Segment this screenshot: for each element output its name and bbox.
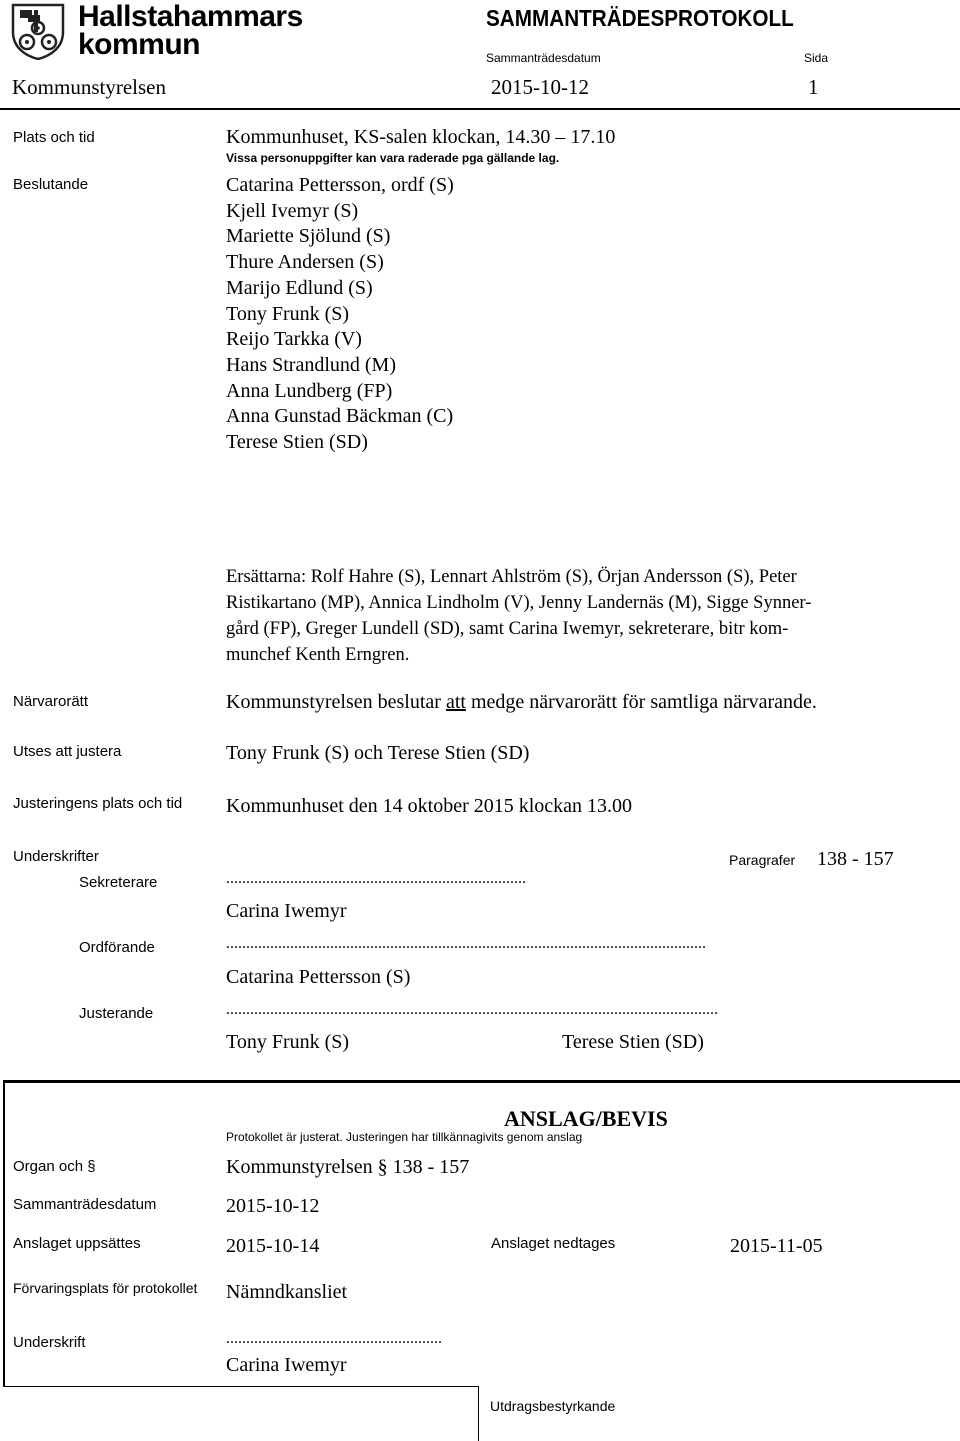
notice-bottom-border <box>3 1386 479 1387</box>
notice-date-value: 2015-10-12 <box>226 1195 320 1217</box>
organ-value: Kommunstyrelsen § 138 - 157 <box>226 1156 470 1178</box>
member-item: Anna Gunstad Bäckman (C) <box>226 405 454 428</box>
document-title: SAMMANTRÄDESPROTOKOLL <box>486 5 794 31</box>
adjuster-signature-line: ........................................................................................................................... <box>226 1001 718 1018</box>
member-item: Reijo Tarkka (V) <box>226 328 362 351</box>
decision-makers-label: Beslutande <box>13 176 89 193</box>
adjuster-label: Utses att justera <box>13 743 122 760</box>
member-item: Catarina Pettersson, ordf (S) <box>226 174 454 196</box>
member-item: Tony Frunk (S) <box>226 302 350 325</box>
removed-label: Anslaget nedtages <box>491 1235 616 1252</box>
adjuster-value: Tony Frunk (S) och Terese Stien (SD) <box>226 742 530 764</box>
paragraphs-label: Paragrafer <box>729 852 796 868</box>
adjuster-name-1: Tony Frunk (S) <box>226 1031 350 1053</box>
header-page-number: 1 <box>808 75 819 99</box>
signature-label: Underskrift <box>13 1334 86 1351</box>
posted-value: 2015-10-14 <box>226 1235 320 1257</box>
header-body: Kommunstyrelsen <box>12 75 166 99</box>
logo-text-line1: Hallstahammars <box>78 0 303 33</box>
substitutes-line: Ersättarna: Rolf Hahre (S), Lennart Ahlström (S), Örjan Andersson (S), Peter <box>226 567 797 587</box>
certifier-box-border <box>478 1386 479 1441</box>
member-item: Thure Andersen (S) <box>226 251 384 274</box>
posted-label: Anslaget uppsättes <box>13 1235 141 1252</box>
notice-date-label: Sammanträdesdatum <box>13 1196 157 1213</box>
adjuster-name-2: Terese Stien (SD) <box>562 1031 704 1053</box>
coat-of-arms-icon <box>10 2 66 60</box>
notice-signature-line: ...................................................... <box>226 1330 442 1347</box>
chair-label: Ordförande <box>79 939 155 956</box>
substitutes-line: Ristikartano (MP), Annica Lindholm (V), Jenny Landernäs (M), Sigge Synner- <box>226 593 812 613</box>
notice-subtitle: Protokollet är justerat. Justeringen har tillkännagivits genom anslag <box>226 1130 583 1144</box>
notice-title: ANSLAG/BEVIS <box>504 1106 668 1131</box>
header-date: 2015-10-12 <box>491 75 589 99</box>
member-item: Hans Strandlund (M) <box>226 353 396 376</box>
removed-value: 2015-11-05 <box>730 1235 823 1257</box>
signing-adjuster-label: Justerande <box>79 1005 154 1022</box>
secretary-name: Carina Iwemyr <box>226 900 347 922</box>
member-item: Mariette Sjölund (S) <box>226 225 391 248</box>
storage-value: Nämndkansliet <box>226 1281 348 1303</box>
certifier-label: Utdragsbestyrkande <box>490 1398 616 1414</box>
substitutes-paragraph <box>226 564 811 668</box>
member-item: Marijo Edlund (S) <box>226 276 373 299</box>
chair-signature-line: ........................................................................................................................ <box>226 935 706 952</box>
organ-label: Organ och § <box>13 1158 96 1175</box>
storage-label: Förvaringsplats för protokollet <box>13 1280 198 1296</box>
member-item: Terese Stien (SD) <box>226 431 368 454</box>
member-item: Anna Lundberg (FP) <box>226 379 393 402</box>
presence-right-label: Närvarorätt <box>13 693 89 710</box>
secretary-label: Sekreterare <box>79 874 158 891</box>
notice-top-border <box>3 1080 960 1083</box>
header-date-label: Sammanträdesdatum <box>486 51 601 65</box>
privacy-note: Vissa personuppgifter kan vara raderade pga gällande lag. <box>226 151 560 165</box>
substitutes-line: munchef Kenth Erngren. <box>226 645 410 665</box>
place-label: Plats och tid <box>13 129 95 146</box>
signatures-label: Underskrifter <box>13 848 99 865</box>
notice-signature-name: Carina Iwemyr <box>226 1354 347 1376</box>
header-divider <box>0 108 960 110</box>
adjustment-place-value: Kommunhuset den 14 oktober 2015 klockan 13.00 <box>226 795 633 817</box>
place-value: Kommunhuset, KS-salen klockan, 14.30 – 17.10 <box>226 126 616 148</box>
adjustment-place-label: Justeringens plats och tid <box>13 795 183 812</box>
header-page-label: Sida <box>804 51 829 65</box>
logo-text-line2: kommun <box>78 28 201 61</box>
chair-name: Catarina Pettersson (S) <box>226 966 411 988</box>
municipality-logo <box>10 0 303 62</box>
notice-left-border <box>3 1080 5 1387</box>
presence-right-value: Kommunstyrelsen beslutar att medge närvarorätt för samtliga närvarande. <box>226 691 817 713</box>
substitutes-line: gård (FP), Greger Lundell (SD), samt Carina Iwemyr, sekreterare, bitr kom- <box>226 619 789 639</box>
secretary-signature-line: ........................................................................... <box>226 870 526 887</box>
member-item: Kjell Ivemyr (S) <box>226 199 359 222</box>
member-list <box>226 173 454 456</box>
paragraphs-value: 138 - 157 <box>817 848 894 870</box>
